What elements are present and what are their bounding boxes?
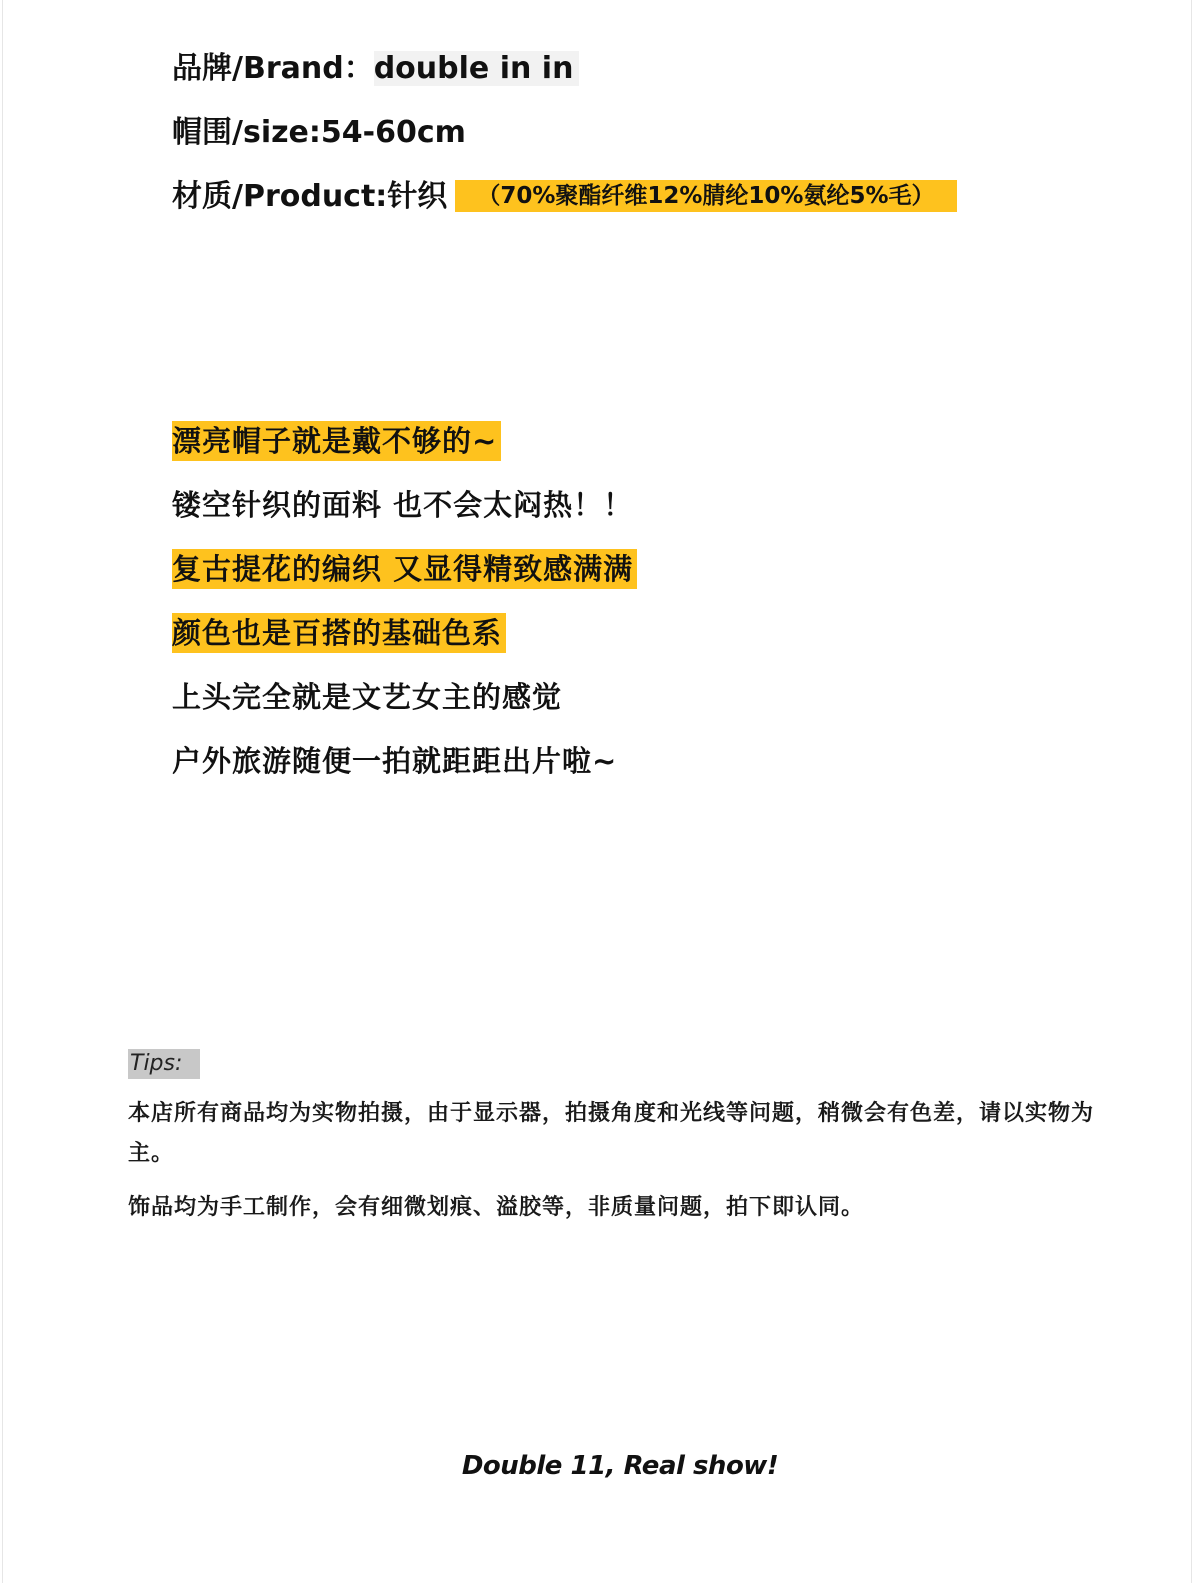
material-label: 材质/Product: [172,179,388,214]
slogan-line-6: 户外旅游随便一拍就距距出片啦~ [172,744,618,778]
brand-value: double in in [374,51,580,86]
slogan-line-5: 上头完全就是文艺女主的感觉 [172,680,563,714]
material-line [172,177,957,217]
size-label: 帽围/size: [172,115,321,150]
page-border [2,0,1192,1583]
brand-label: 品牌/Brand： [172,51,374,86]
material-composition-note: （70%聚酯纤维12%腈纶10%氨纶5%毛） [455,180,956,212]
tips-label: Tips: [128,1049,200,1079]
slogan-line-3: 复古提花的编织 又显得精致感满满 [172,549,637,589]
material-value: 针织 [387,179,448,214]
slogan-line-2: 镂空针织的面料 也不会太闷热！！ [172,488,634,522]
tip-handmade-notice: 饰品均为手工制作，会有细微划痕、溢胶等，非质量问题，拍下即认同。 [128,1195,865,1220]
slogan-line-1: 漂亮帽子就是戴不够的~ [172,421,501,461]
brand-line [172,49,579,89]
size-value: 54-60cm [320,115,466,150]
slogan-line-4: 颜色也是百搭的基础色系 [172,613,506,653]
footer-slogan: Double 11, Real show! [461,1451,779,1481]
size-line [172,113,466,153]
tip-color-disclaimer: 本店所有商品均为实物拍摄，由于显示器，拍摄角度和光线等问题，稍微会有色差，请以实物为主。 [128,1101,1095,1166]
